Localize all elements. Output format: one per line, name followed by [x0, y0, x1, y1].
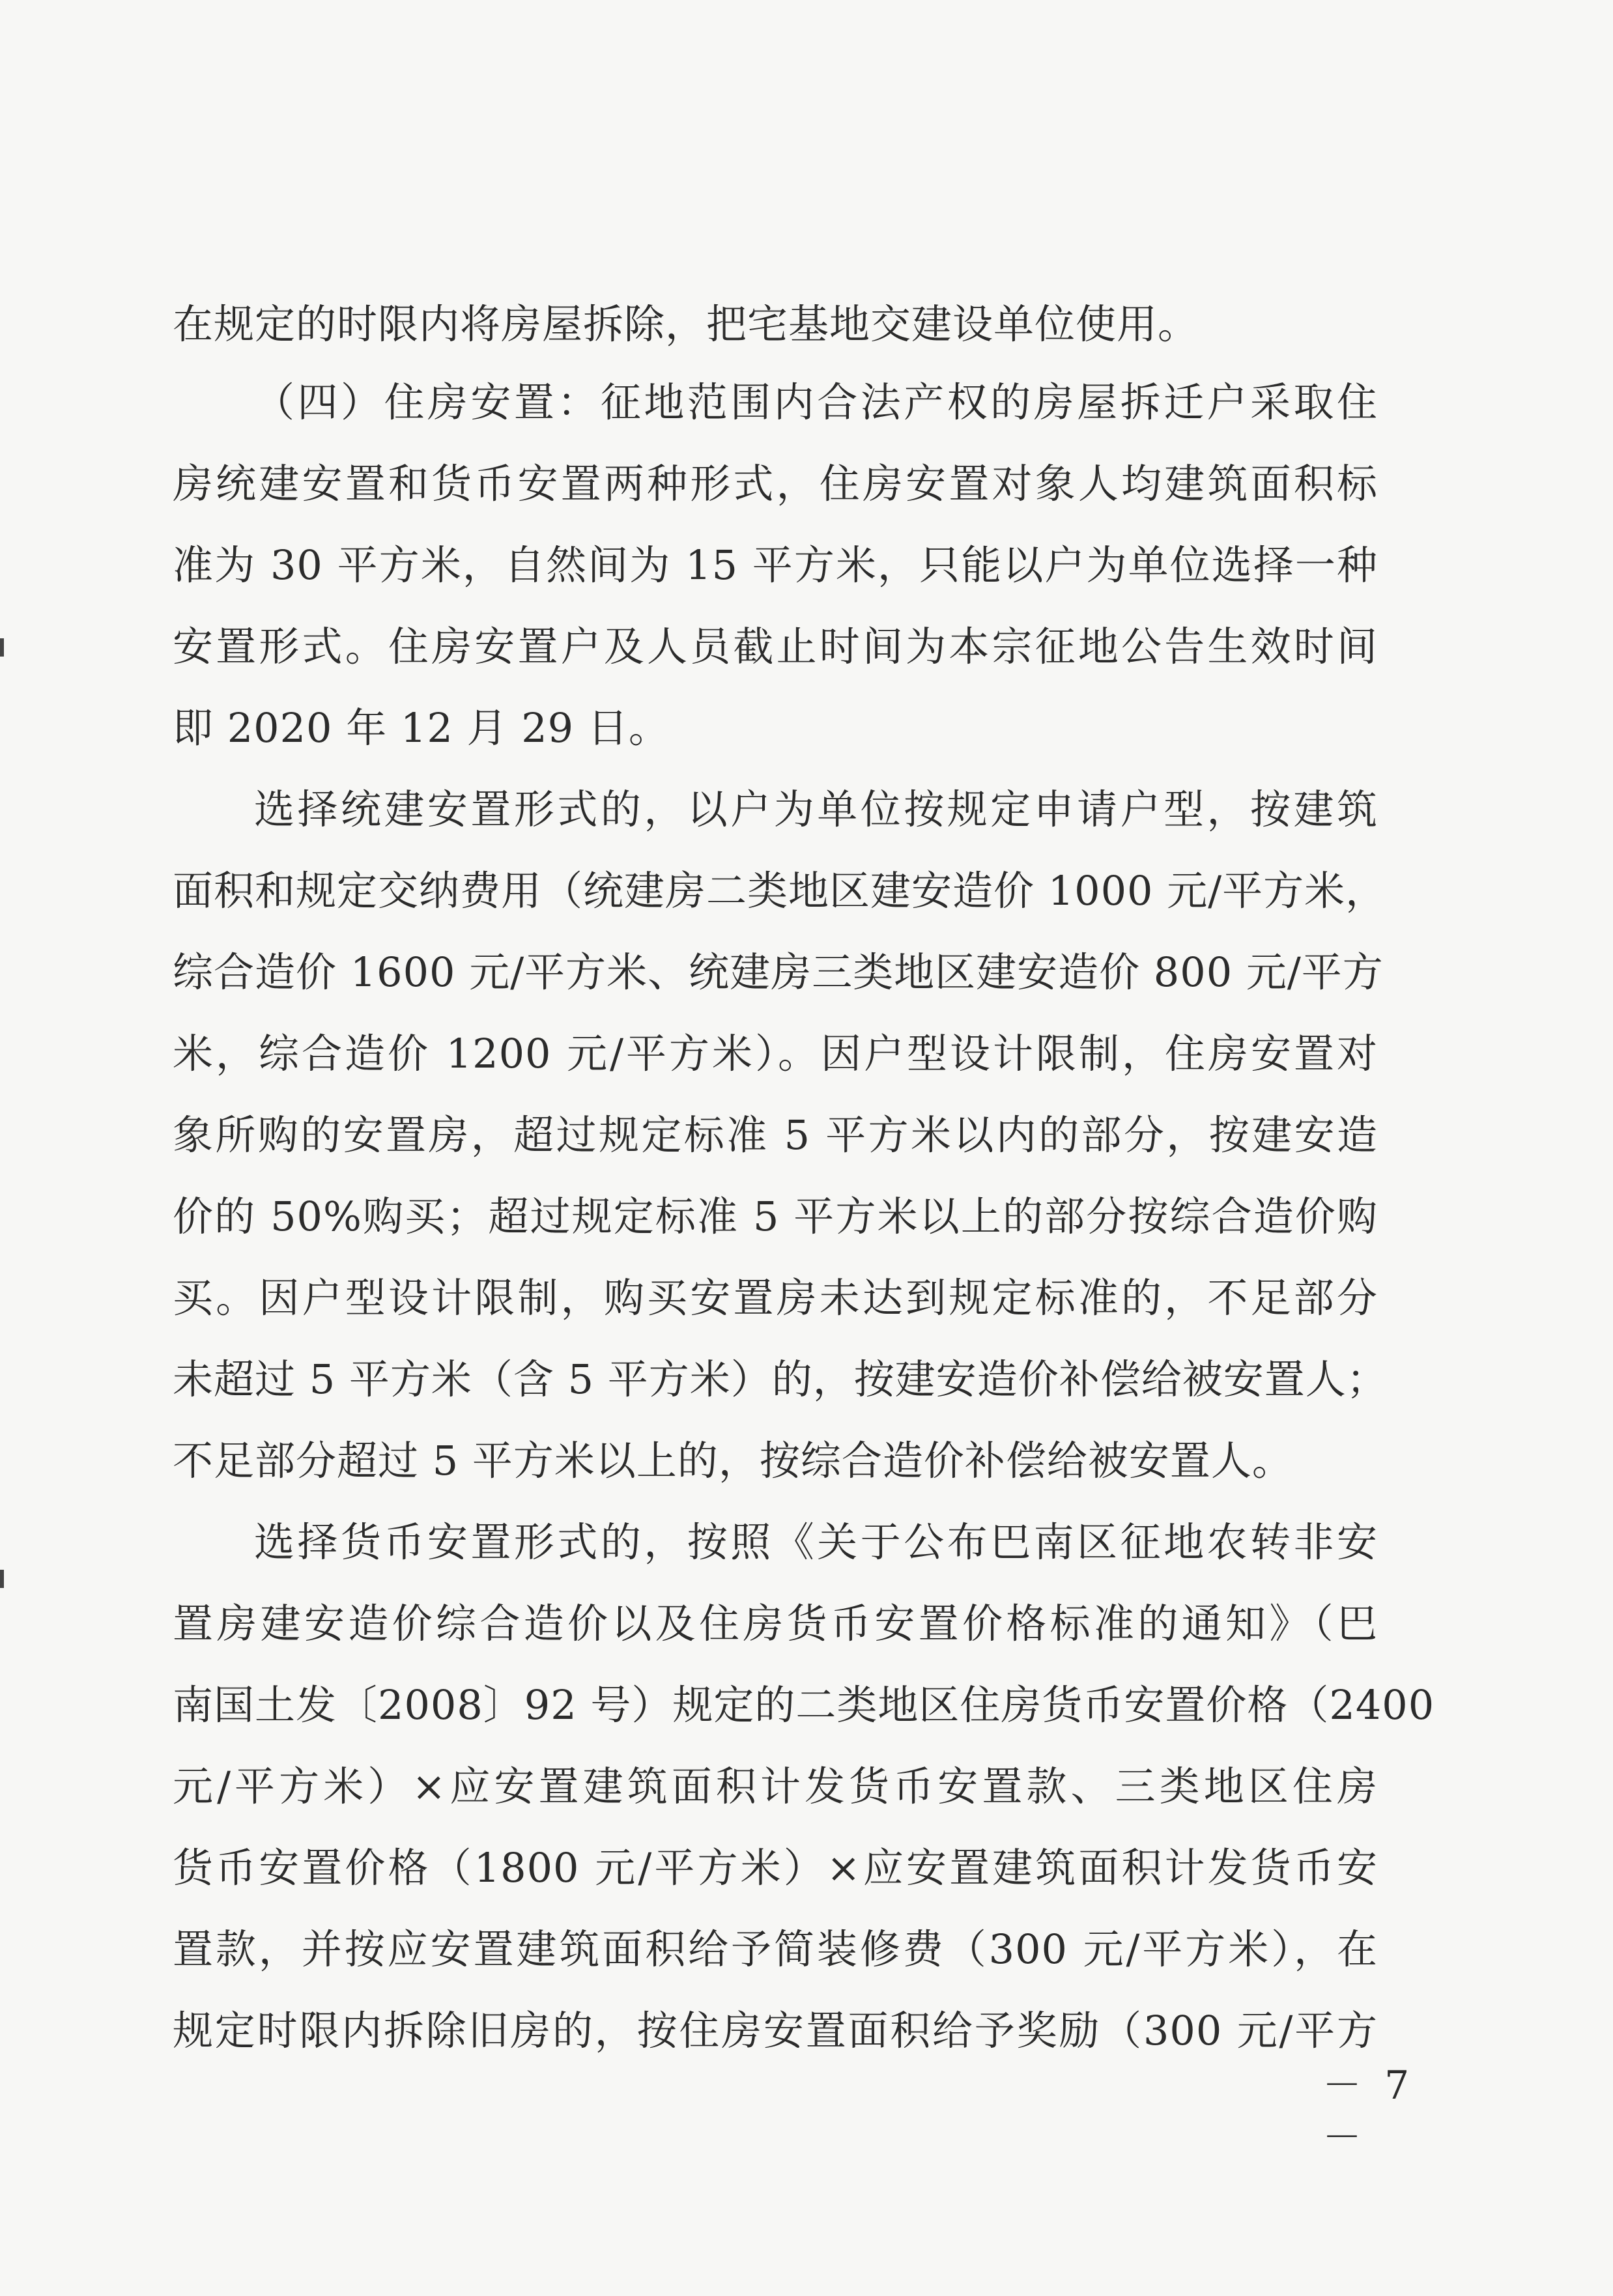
body-line-10: 米，综合造价 1200 元/平方米）。因户型设计限制，住房安置对 [173, 1030, 1378, 1077]
body-line-17: 置房建安造价综合造价以及住房货币安置价格标准的通知》（巴 [173, 1600, 1378, 1647]
body-line-14: 未超过 5 平方米（含 5 平方米）的，按建安造价补偿给被安置人； [173, 1355, 1388, 1403]
body-line-13: 买。因户型设计限制，购买安置房未达到规定标准的，不足部分 [173, 1274, 1378, 1322]
body-line-7: 选择统建安置形式的，以户为单位按规定申请户型，按建筑 [254, 786, 1378, 833]
body-line-8: 面积和规定交纳费用（统建房二类地区建安造价 1000 元/平方米， [173, 867, 1387, 914]
body-line-4: 准为 30 平方米，自然间为 15 平方米，只能以户为单位选择一种 [173, 541, 1378, 589]
body-line-5: 安置形式。住房安置户及人员截止时间为本宗征地公告生效时间 [173, 623, 1378, 670]
body-line-12: 价的 50%购买；超过规定标准 5 平方米以上的部分按综合造价购 [173, 1193, 1378, 1240]
body-line-2: （四）住房安置：征地范围内合法产权的房屋拆迁户采取住 [254, 378, 1378, 426]
body-line-19: 元/平方米）×应安置建筑面积计发货币安置款、三类地区住房 [173, 1763, 1378, 1810]
body-line-6: 即 2020 年 12 月 29 日。 [173, 704, 670, 752]
body-line-3: 房统建安置和货币安置两种形式，住房安置对象人均建筑面积标 [173, 460, 1378, 507]
body-line-22: 规定时限内拆除旧房的，按住房安置面积给予奖励（300 元/平方 [173, 2007, 1378, 2054]
body-line-20: 货币安置价格（1800 元/平方米）×应安置建筑面积计发货币安 [173, 1844, 1378, 1892]
body-line-15: 不足部分超过 5 平方米以上的，按综合造价补偿给被安置人。 [173, 1437, 1293, 1484]
body-line-9: 综合造价 1600 元/平方米、统建房三类地区建安造价 800 元/平方 [173, 948, 1384, 996]
scan-edge-mark [0, 638, 4, 657]
page-number: － 7 － [1322, 2063, 1415, 2161]
body-line-1: 在规定的时限内将房屋拆除，把宅基地交建设单位使用。 [173, 300, 1199, 348]
body-line-16: 选择货币安置形式的，按照《关于公布巴南区征地农转非安 [254, 1518, 1378, 1566]
body-line-11: 象所购的安置房，超过规定标准 5 平方米以内的部分，按建安造 [173, 1111, 1378, 1159]
scan-edge-mark [0, 1570, 4, 1588]
body-line-21: 置款，并按应安置建筑面积给予简装修费（300 元/平方米），在 [173, 1925, 1378, 1973]
body-line-18: 南国土发〔2008〕92 号）规定的二类地区住房货币安置价格（2400 [173, 1681, 1435, 1729]
